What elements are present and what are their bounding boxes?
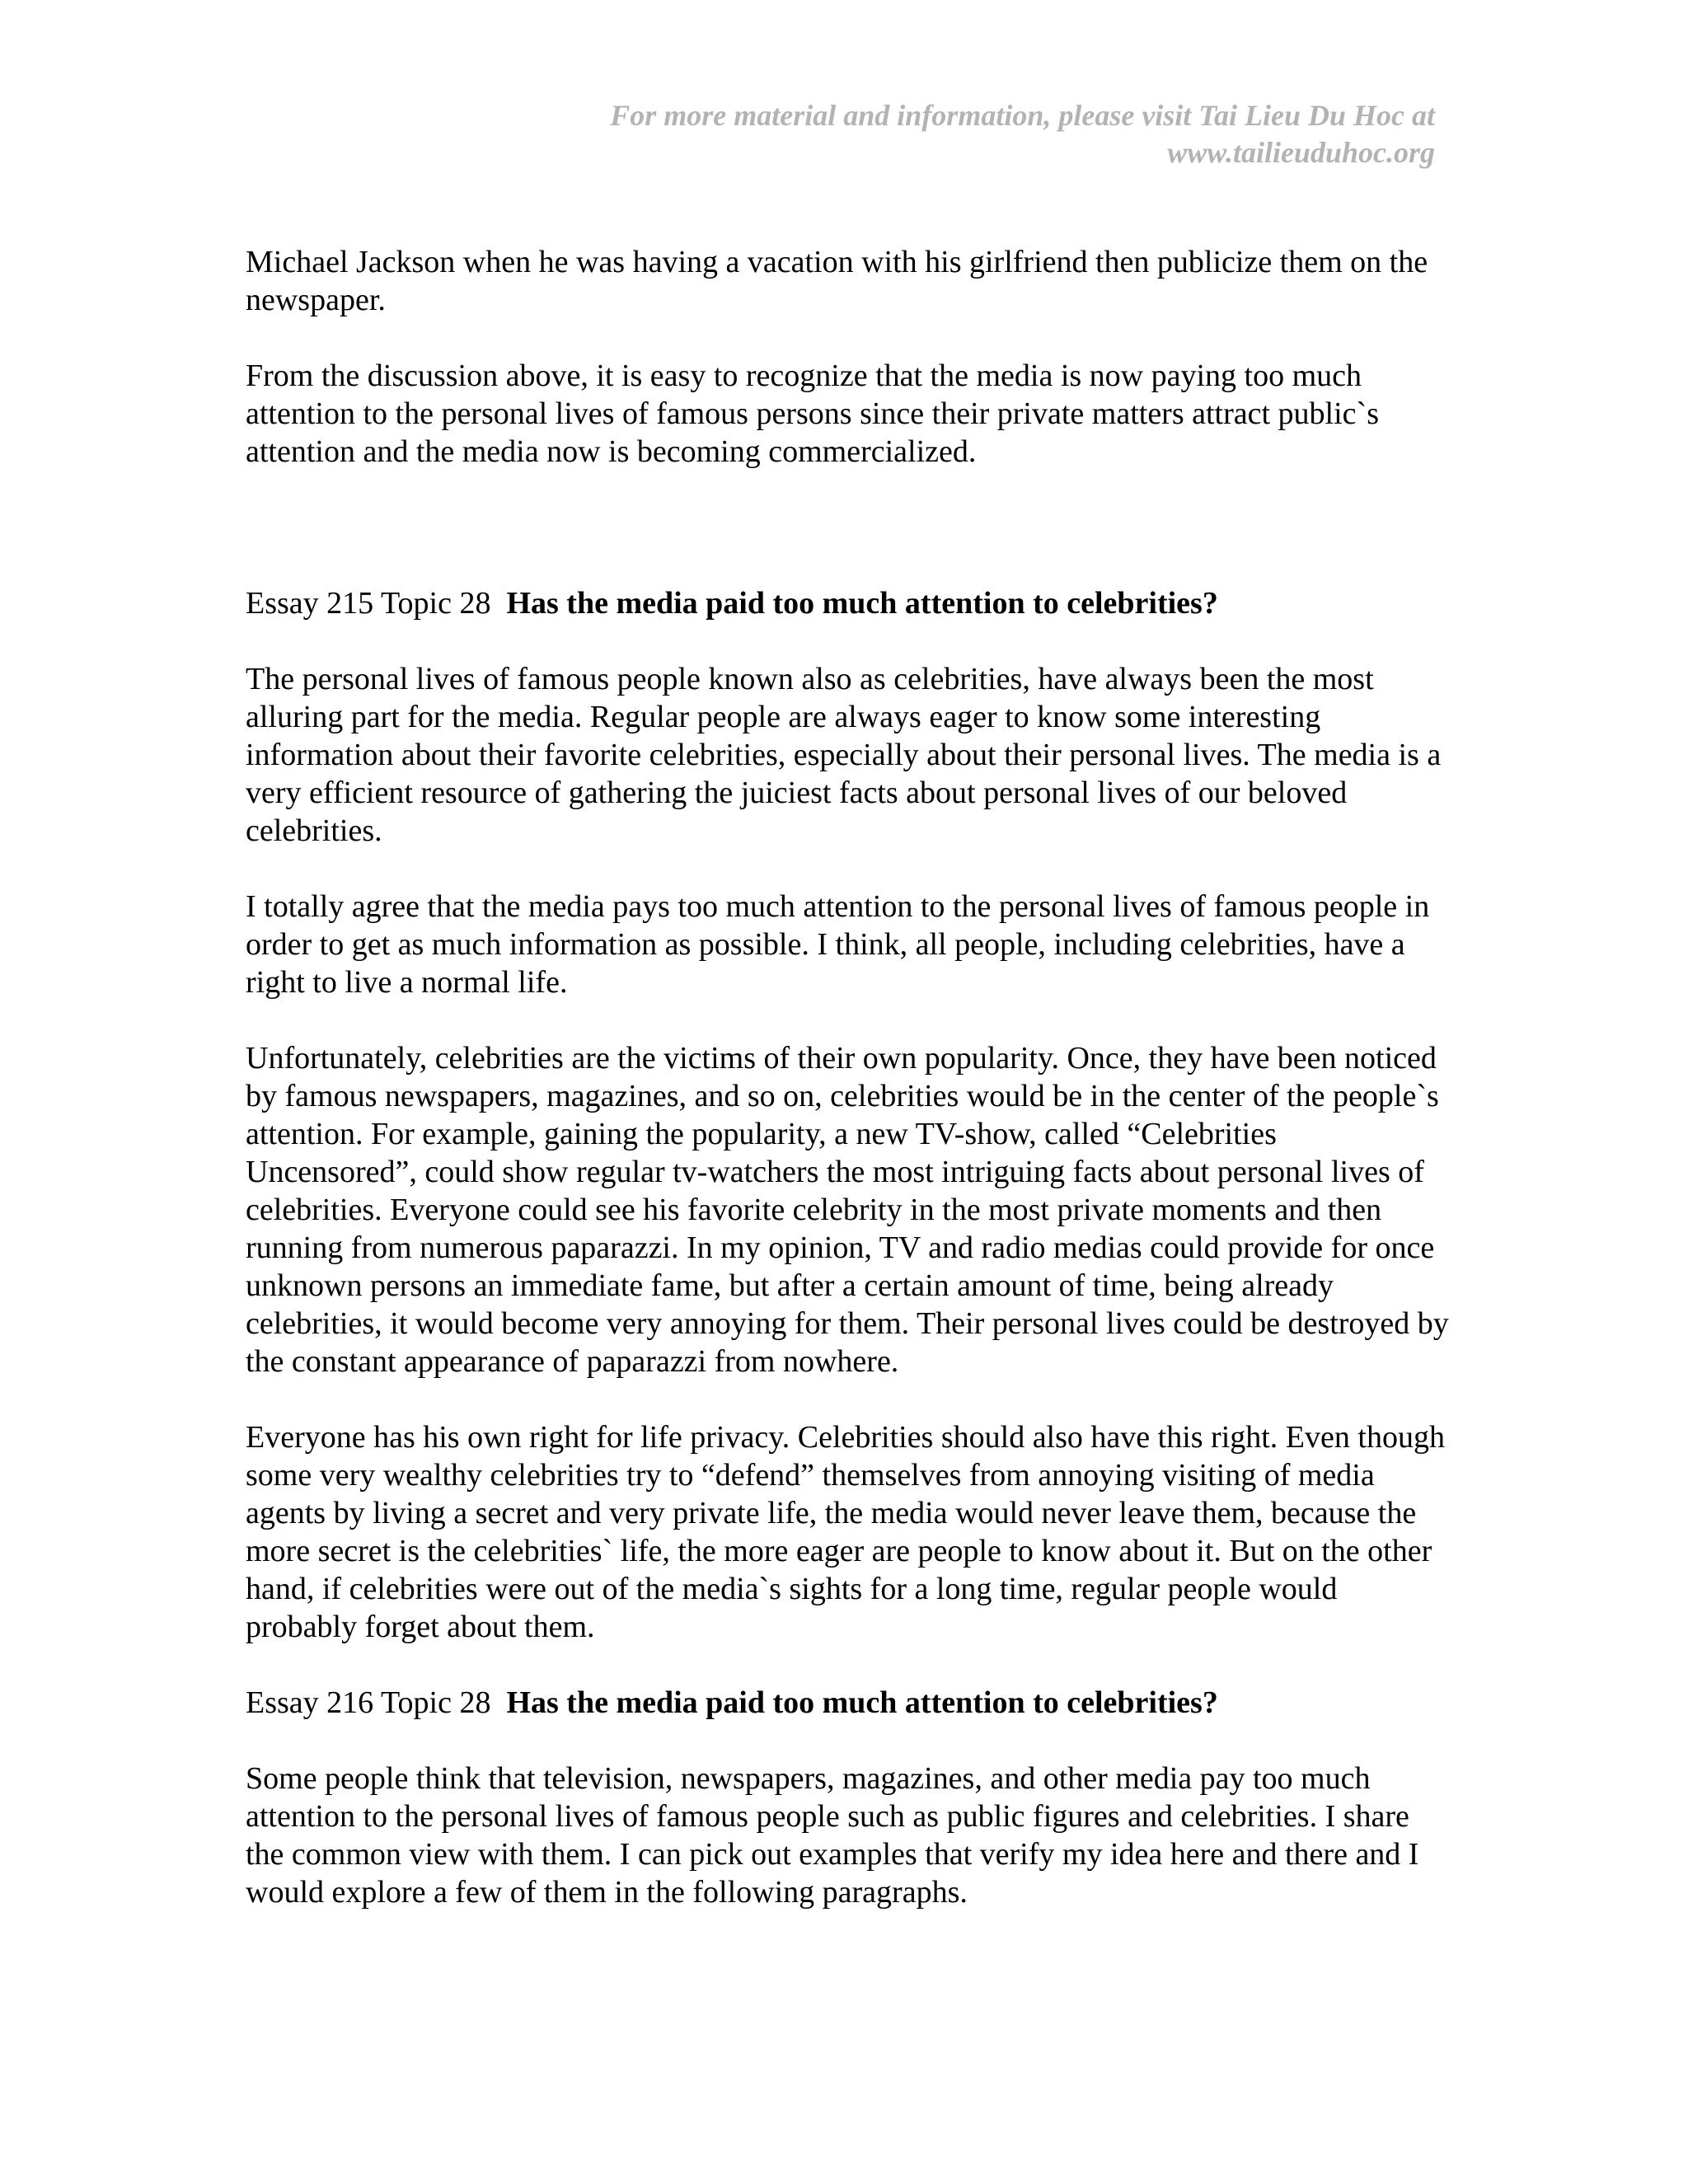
paragraph: From the discussion above, it is easy to recognize that the media is now paying too much attention to the personal lives of famous persons since their private matters attract public`s attention and the media now is becoming commercialized. [246, 359, 1379, 469]
paragraph: The personal lives of famous people known also as celebrities, have always been the most alluring part for the media. Regular people are always eager to know some interesting information about their favorite celebrities, especially about their personal lives. The media is a very efficient resource of gathering the juiciest facts about personal lives of our beloved celebrities. [246, 662, 1442, 848]
essay-title: Has the media paid too much attention to celebrities? [506, 586, 1218, 621]
paragraph: Everyone has his own right for life privacy. Celebrities should also have this right. Even though some very wealthy celebrities try to “defend” themselves from annoying visiting of media agents by living a secret and very private life, the media would never leave them, because the more secret is the celebrities` life, the more eager are people to know about it. But on the other hand, if celebrities were out of the media`s sights for a long time, regular people would probably forget about them. [246, 1420, 1445, 1644]
header-note-line-1: For more material and information, please visit Tai Lieu Du Hoc at [610, 99, 1435, 132]
document-body [246, 243, 1449, 1949]
paragraph: Some people think that television, newspapers, magazines, and other media pay too much attention to the personal lives of famous people such as public figures and celebrities. I share the common view with them. I can pick out examples that verify my idea here and there and I would explore a few of them in the following paragraphs. [246, 1761, 1419, 1910]
essay-label: Essay 215 Topic 28 [246, 586, 491, 621]
essay-heading-216 [246, 1684, 1449, 1722]
paragraph: Unfortunately, celebrities are the victims of their own popularity. Once, they have been noticed by famous newspapers, magazines, and so on, celebrities would be in the center of the people`s attention. For example, gaining the popularity, a new TV-show, called “Celebrities Uncensored”, could show regular tv-watchers the most intriguing facts about personal lives of celebrities. Everyone could see his favorite celebrity in the most private moments and then running from numerous paparazzi. In my opinion, TV and radio medias could provide for once unknown persons an immediate fame, but after a certain amount of time, being already celebrities, it would become very annoying for them. Their personal lives could be destroyed by the constant appearance of paparazzi from nowhere. [246, 1041, 1449, 1379]
paragraph: Michael Jackson when he was having a vacation with his girlfriend then publicize them on the newspaper. [246, 245, 1428, 317]
essay-title: Has the media paid too much attention to celebrities? [506, 1685, 1218, 1720]
header-note-line-2: www.tailieuduhoc.org [1167, 136, 1435, 169]
essay-label: Essay 216 Topic 28 [246, 1685, 491, 1720]
header-note [199, 97, 1435, 171]
essay-heading-215 [246, 584, 1449, 622]
paragraph: I totally agree that the media pays too much attention to the personal lives of famous people in order to get as much information as possible. I think, all people, including celebrities, have a right to live a normal life. [246, 889, 1430, 1000]
